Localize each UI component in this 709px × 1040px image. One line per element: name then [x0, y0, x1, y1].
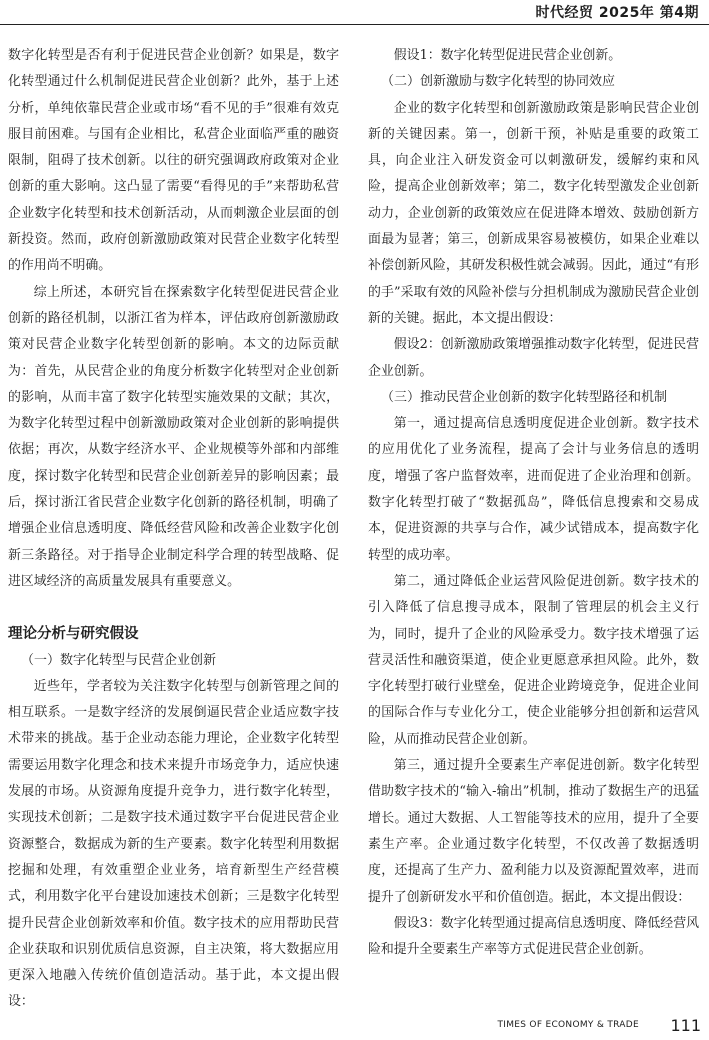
journal-name-label: TIMES OF ECONOMY & TRADE: [497, 1020, 639, 1030]
journal-issue-label: 时代经贸 2025年 第4期: [535, 5, 699, 21]
subsection-heading: （二）创新激励与数字化转型的协同效应: [381, 74, 616, 90]
paragraph: 第一，通过提高信息透明度促进企业创新。数字技术的应用优化了业务流程，提高了会计与业务信息的透明度，增强了客户监督效率，进而促进了企业治理和创新。数字化转型打破了“数据孤岛”，降低信息搜索和交易成本，促进资源的共享与合作，减少试错成本，提高数字化转型的成功率。: [368, 416, 699, 563]
paragraph: 第二，通过降低企业运营风险促进创新。数字技术的引入降低了信息搜寻成本，限制了管理层的机会主义行为，同时，提升了企业的风险承受力。数字技术增强了运营灵活性和融资渠道，使企业更愿意承担风险。此外，数字化转型打破行业壁垒，促进企业跨境竞争，促进企业间的国际合作与专业化分工，使企业能够分担创新和运营风险，从而推动民营企业创新。: [368, 573, 699, 747]
paragraph: 数字化转型是否有利于促进民营企业创新？如果是，数字化转型通过什么机制促进民营企业创新？此外，基于上述分析，单纯依靠民营企业或市场“看不见的手”很难有效克服目前困难。与国有企业相比，私营企业面临严重的融资限制，阻碍了技术创新。以往的研究强调政府政策对企业创新的重大影响。这凸显了需要“看得见的手”来帮助私营企业数字化转型和技术创新活动，从而刺激企业层面的创新投资。然而，政府创新激励政策对民营企业数字化转型的作用尚不明确。: [8, 48, 339, 274]
page-number: 111: [670, 1016, 701, 1035]
hypothesis-2: 假设2：创新激励政策增强推动数字化转型，促进民营企业创新。: [368, 337, 699, 379]
subsection-heading: （一）数字化转型与民营企业创新: [21, 652, 217, 668]
paragraph: 综上所述，本研究旨在探索数字化转型促进民营企业创新的路径机制，以浙江省为样本，评估政府创新激励政策对民营企业数字化转型创新的影响。本文的边际贡献为：首先，从民营企业的角度分析数字化转型对企业创新的影响，从而丰富了数字化转型实施效果的文献；其次，为数字化转型过程中创新激励政策对企业创新的影响提供依据；再次，从数字经济水平、企业规模等外部和内部维度，探讨数字化转型和民营企业创新差异的影响因素；最后，探讨浙江省民营企业数字化创新的路径机制，明确了增强企业信息透明度、降低经营风险和改善企业数字化创新三条路径。对于指导企业制定科学合理的转型战略、促进区域经济的高质量发展具有重要意义。: [8, 284, 339, 589]
paragraph: 第三，通过提升全要素生产率促进创新。数字化转型借助数字技术的“输入-输出”机制，推动了数据生产的迅猛增长。通过大数据、人工智能等技术的应用，提升了全要素生产率。企业通过数字化转型，不仅改善了数据透明度，还提高了生产力、盈利能力以及资源配置效率，进而提升了创新研发水平和价值创造。据此，本文提出假设：: [368, 758, 699, 905]
paragraph: 近些年，学者较为关注数字化转型与创新管理之间的相互联系。一是数字经济的发展倒逼民营企业适应数字技术带来的挑战。基于企业动态能力理论，企业数字化转型需要运用数字化理念和技术来提升市场竞争力，适应快速发展的市场。从资源角度提升竞争力，进行数字化转型，实现技术创新；二是数字技术通过数字平台促进民营企业资源整合，数据成为新的生产要素。数字化转型利用数据挖掘和处理，有效重塑企业业务，培育新型生产经营模式，利用数字化平台建设加速技术创新；三是数字化转型提升民营企业创新效率和价值。数字技术的应用帮助民营企业获取和识别优质信息资源，自主决策，将大数据应用更深入地融入传统价值创造活动。基于此，本文提出假设：: [8, 678, 339, 1010]
hypothesis-1: 假设1：数字化转型促进民营企业创新。: [393, 48, 622, 63]
page-header: [0, 0, 709, 26]
page-footer: [0, 1016, 709, 1040]
left-column: [8, 43, 339, 1016]
header-divider: [0, 24, 709, 25]
right-column: [368, 43, 699, 963]
subsection-heading: （三）推动民营企业创新的数字化转型路径和机制: [381, 389, 668, 405]
section-heading: 理论分析与研究假设: [8, 626, 139, 643]
paragraph: 企业的数字化转型和创新激励政策是影响民营企业创新的关键因素。第一，创新干预，补贴是重要的政策工具，向企业注入研发资金可以刺激研发，缓解约束和风险，提高企业创新效率；第二，数字化转型激发企业创新动力，企业创新的政策效应在促进降本增效、鼓励创新方面最为显著；第三，创新成果容易被模仿，如果企业难以补偿创新风险，其研发积极性就会减弱。因此，通过“有形的手”采取有效的风险补偿与分担机制成为激励民营企业创新的关键。据此，本文提出假设：: [368, 100, 699, 326]
hypothesis-3: 假设3：数字化转型通过提高信息透明度、降低经营风险和提升全要素生产率等方式促进民营企业创新。: [368, 915, 699, 958]
